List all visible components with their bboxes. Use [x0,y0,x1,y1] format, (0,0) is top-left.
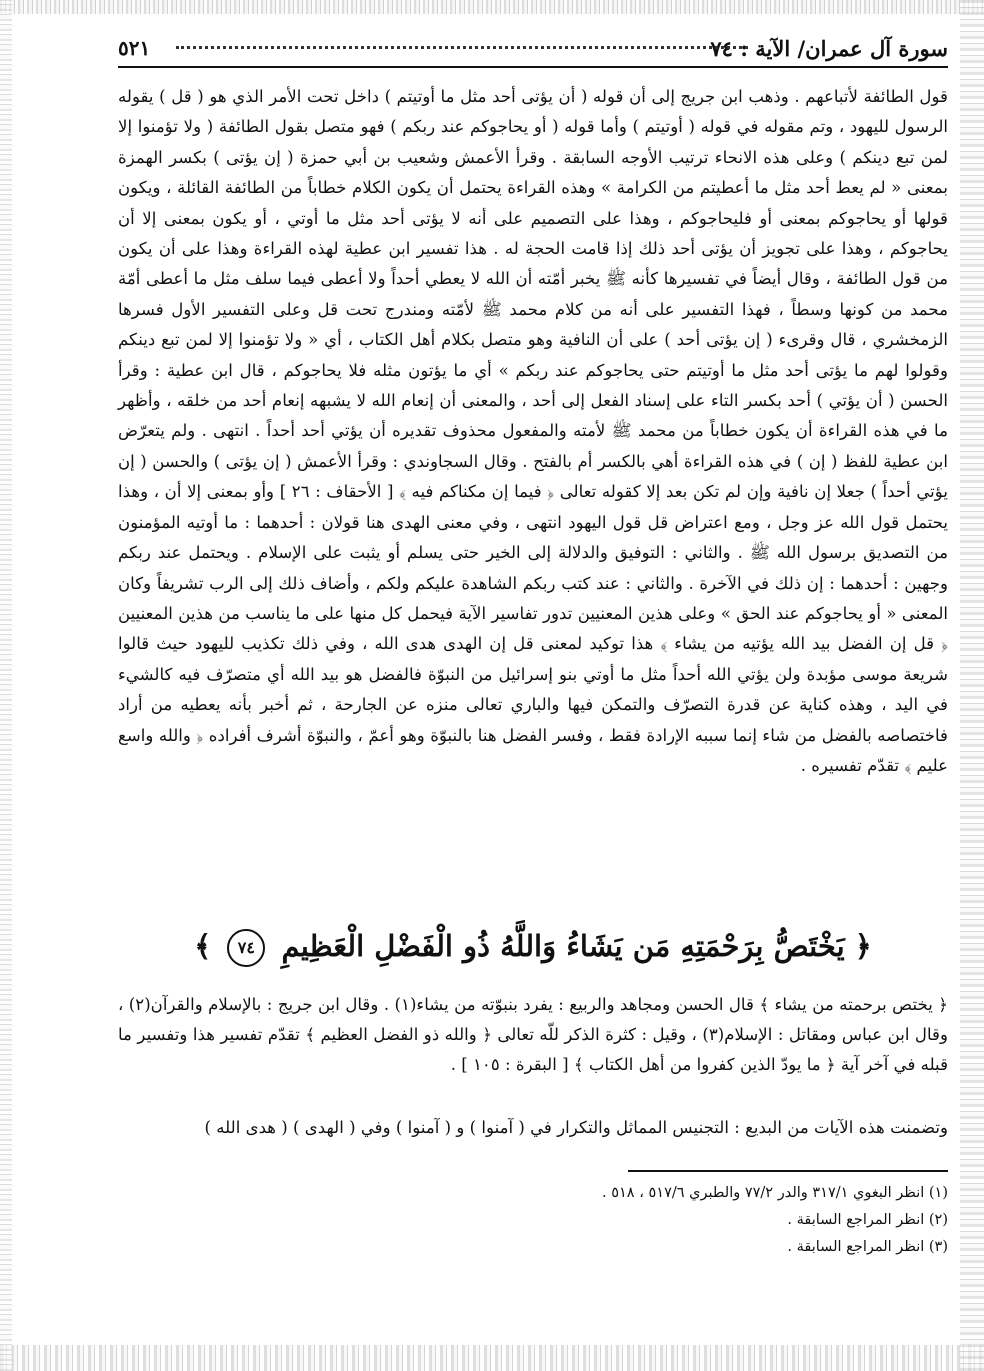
footnote-separator [628,1170,948,1172]
verse-number-marker: ٧٤ [227,929,265,967]
scan-edge-right [960,0,984,1371]
scan-edge-top [0,0,984,14]
verse-tafsir-paragraph: ﴿ يختص برحمته من يشاء ﴾ قال الحسن ومجاهد والربيع : يفرد بنبوّته من يشاء(١) . وقال ابن جريج : بالإسلام والقرآن(٢) ، وقال ابن عباس ومقاتل : الإسلام(٣) ، وقيل : كثرة الذكر للّه تعالى ﴿ والله ذو الفضل العظيم ﴾ تقدّم تفسير هذا وتفسير ما قبله في آخر آية ﴿ ما يودّ الذين كفروا من أهل الكتاب ﴾ [ البقرة : ١٠٥ ] . [118,995,949,1074]
verse-text: ﴿ يَخْتَصُّ بِرَحْمَتِهِ مَن يَشَاءُ وَاللَّهُ ذُو الْفَضْلِ الْعَظِيمِ [281,929,872,963]
footnote-2: (٢) انظر المراجع السابقة . [787,1212,948,1228]
surah-title: سورة آل عمران/ الآية : ٧٤ [710,36,948,61]
footnote-1: (١) انظر البغوي ٣١٧/١ والدر ٧٧/٢ والطبري ٥١٧/٦ ، ٥١٨ . [602,1185,948,1201]
tafsir-body-paragraph: قول الطائفة لأتباعهم . وذهب ابن جريج إلى أن قوله ( أن يؤتى أحد مثل ما أوتيتم ) داخل تحت الأمر الذي هو ( قل ) يقوله الرسول لليهود ، وتم مقوله في قوله ( أوتيتم ) وأما قوله ( أو يحاجوكم عند ربكم ) فهو متصل بقول الطائفة ( ولا تؤمنوا إلا لمن تبع دينكم ) وعلى هذه الانحاء ترتيب الأوجه السابقة . وقرأ الأعمش وشعيب بن أبي حمزة ( إن يؤتى ) بكسر الهمزة بمعنى « لم يعط أحد مثل ما أعطيتم من الكرامة » وهذه القراءة يحتمل أن يكون الكلام خطاباً من الطائفة القائلة ، ويكون قولها أو يحاجوكم بمعنى أو فليحاجوكم ، وهذا على التصميم على أنه لا يؤتى أحد مثل ما أوتي ، أو يكون بمعنى إلا أن يحاجوكم ، وهذا على تجويز أن يؤتى أحد ذلك إذا قامت الحجة له . هذا تفسير ابن عطية لهذه القراءة وهذا على أن يكون من قول الطائفة ، وقال أيضاً في تفسيرها كأنه ﷺ يخبر أمّته أن الله لا يعطي أحداً ولا أعطى فيما سلف مثل ما أعطى أمّة محمد من كونها وسطاً ، فهذا التفسير على أنه من كلام محمد ﷺ لأمّته ومندرج تحت قل وعلى التفسير الأول فسرها الزمخشري ، قال وقرىء ( إن يؤتى أحد ) على أن النافية وهو متصل بكلام أهل الكتاب ، أي « ولا تؤمنوا إلا لمن تبع دينكم وقولوا لهم ما يؤتى أحد مثل ما أوتيتم حتى يحاجوكم عند ربكم » أي ما يؤتون مثله فلا يحاجوكم ، قال ابن عطية : وقرأ الحسن ( أن يؤتي ) أحد بكسر التاء على إسناد الفعل إلى أحد ، والمعنى أن إنعام الله لا يشبهه إنعام أحد من خلقه ، وأظهر ما في هذه القراءة أن يكون خطاباً من محمد ﷺ لأمته والمفعول محذوف تقديره أن يؤتي أحد أحداً . انتهى . ولم يتعرّض ابن عطية للفظ ( إن ) في هذه القراءة أهي بالكسر أم بالفتح . وقال السجاوندي : وقرأ الأعمش ( إن يؤتى ) والحسن ( إن يؤتي أحداً ) جعلا إن نافية وإن لم تكن بعد إلا كقوله تعالى ﴿ فيما إن مكناكم فيه ﴾ [ الأحقاف : ٢٦ ] وأو بمعنى إلا أن ، وهذا يحتمل قول الله عز وجل ، ومع اعتراض قل قول اليهود انتهى ، وفي معنى الهدى هنا قولان : أحدهما : ما أوتيه المؤمنون من التصديق برسول الله ﷺ . والثاني : التوفيق والدلالة إلى الخير حتى يسلم أو يثبت على الإسلام . ويحتمل عند ربكم وجهين : أحدهما : إن ذلك في الآخرة . والثاني : عند كتب ربكم الشاهدة عليكم ولكم ، وأضاف ذلك إلى الرب تشريفاً وكان المعنى « أو يحاجوكم عند الحق » وعلى هذين المعنيين تدور تفاسير الآية فيحمل كل منها على ما يناسب من هذين المعنيين ﴿ قل إن الفضل بيد الله يؤتيه من يشاء ﴾ هذا توكيد لمعنى قل إن الهدى هدى الله ، وفي ذلك تكذيب لليهود حيث قالوا شريعة موسى مؤبدة ولن يؤتي الله أحداً مثل ما أوتي بنو إسرائيل من النبوّة فالفضل هو بيد الله أي متصرّف فيه كالشيء في اليد ، وهذه كناية عن قدرة التصرّف والتمكن فيها والباري تعالى منزه عن الجارحة ، ثم أخبر بأنه يعطيه من أراد فاختصاصه بالفضل من شاء إنما سببه الإرادة فقط ، وفسر الفضل هنا بالنبوّة وهو أعمّ ، والنبوّة أشرف أفراده ﴿ والله واسع عليم ﴾ تقدّم تفسيره . [118,87,948,775]
footnotes-list [118,1180,948,1261]
scan-edge-left [0,0,12,1371]
scan-edge-bottom [0,1345,984,1371]
page-header [118,30,948,68]
verse-close-bracket: ﴾ [194,929,212,963]
badi-paragraph: وتضمنت هذه الآيات من البديع : التجنيس المماثل والتكرار في ( آمنوا ) و ( آمنوا ) وفي ( الهدى ) ( هدى الله ) [204,1118,948,1137]
quran-verse [118,918,948,974]
page-number: ٥٢١ [118,36,151,60]
header-dot-leader [176,46,748,49]
footnote-3: (٣) انظر المراجع السابقة . [787,1239,948,1255]
